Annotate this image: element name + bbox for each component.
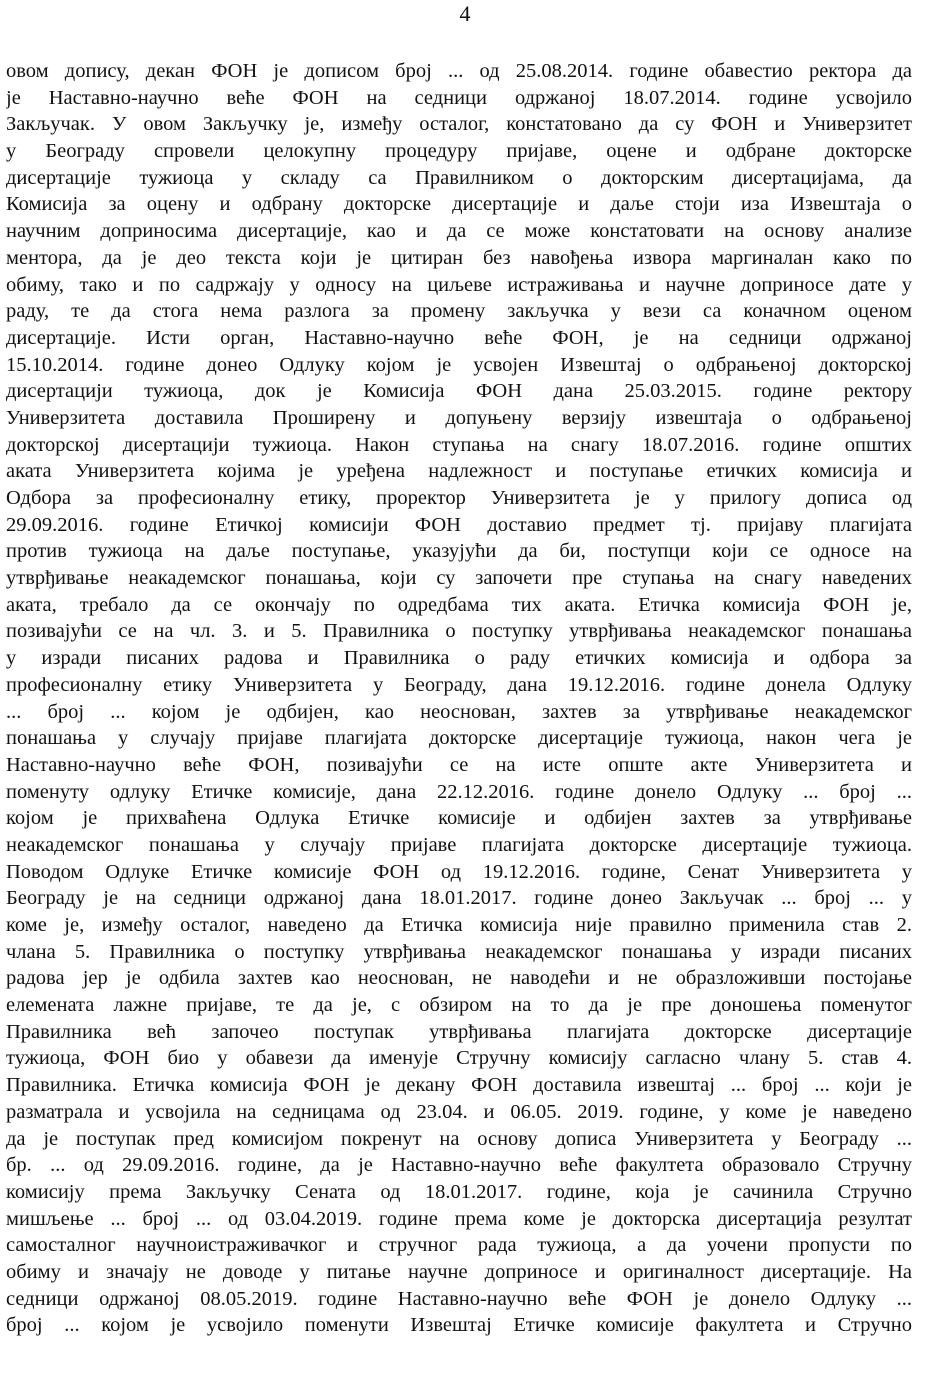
text-line: Одбора за професионалну етику, проректор Универзитета је у прилогу дописа од bbox=[6, 487, 912, 509]
text-line: тужиоца, ФОН био у обавези да именује Стручну комисију сагласно члану 5. став 4. bbox=[6, 1047, 912, 1070]
text-line: Закључак. У овом Закључку је, између осталог, констатовано да су ФОН и Универзитет bbox=[6, 113, 912, 136]
text-line: позивајући се на чл. 3. и 5. Правилника о поступку утврђивања неакадемског понашања bbox=[6, 620, 912, 643]
text-line: аката, требало да се окончају по одредбама тих аката. Етичка комисија ФОН је, bbox=[6, 593, 912, 616]
text-line: ... број ... којом је одбијен, као неоснован, захтев за утврђивање неакадемског bbox=[6, 700, 912, 723]
text-line: обиму, тако и по садржају у односу на циљеве истраживања и научне доприносе дате у bbox=[6, 273, 912, 296]
text-line: Правилника. Етичка комисија ФОН је декану ФОН доставила извештај ... број ... који је bbox=[6, 1074, 912, 1097]
text-line: седници одржаној 08.05.2019. године Наставно-научно веће ФОН је донело Одлуку ... bbox=[6, 1287, 912, 1310]
text-line: понашања у случају пријаве плагијата докторске дисертације тужиоца, након чега је bbox=[6, 727, 912, 750]
text-line: је Наставно-научно веће ФОН на седници одржаној 18.07.2014. године усвојило bbox=[6, 86, 912, 109]
text-line: дисертације тужиоца у складу са Правилником о докторским дисертацијама, да bbox=[6, 166, 912, 189]
text-line: дисертације. Исти орган, Наставно-научно веће ФОН, је на седници одржаној bbox=[6, 326, 912, 349]
text-line: којом је прихваћена Одлука Етичке комисије и одбијен захтев за утврђивање bbox=[6, 807, 912, 830]
text-line: утврђивање неакадемског понашања, који су започети пре ступања на снагу наведених bbox=[6, 567, 912, 590]
text-line: да је поступак пред комисијом покренут на основу дописа Универзитета у Београду ... bbox=[6, 1127, 912, 1150]
text-line: Правилника већ започео поступак утврђивања плагијата докторске дисертације bbox=[6, 1020, 912, 1043]
text-line: комисију према Закључку Сената од 18.01.2017. године, која је сачинила Стручно bbox=[6, 1180, 912, 1203]
text-line: елемената лажне пријаве, те да је, с обзиром на то да је пре доношења поменутог bbox=[6, 994, 912, 1017]
text-line: бр. ... од 29.09.2016. године, да је Наставно-научно веће факултета образовало Стручну bbox=[6, 1154, 912, 1177]
document-body bbox=[6, 58, 912, 1339]
text-line: Универзитета доставила Проширену и допуњену верзију извештаја о одбрањеној bbox=[6, 406, 912, 429]
text-line: Наставно-научно веће ФОН, позивајући се на исте опште акте Универзитета и bbox=[6, 753, 912, 776]
text-line: аката Универзитета којима је уређена надлежност и поступање етичких комисија и bbox=[6, 460, 912, 483]
text-line: Комисија за оцену и одбрану докторске дисертације и даље стоји иза Извештаја о bbox=[6, 193, 912, 216]
text-line: самосталног научноистраживачког и стручног рада тужиоца, а да уочени пропусти по bbox=[6, 1234, 912, 1257]
text-line: број ... којом је усвојило поменути Извештај Етичке комисије факултета и Стручно bbox=[6, 1314, 912, 1337]
text-line: поменуту одлуку Етичке комисије, дана 22.12.2016. године донело Одлуку ... број ... bbox=[6, 780, 912, 803]
text-line: 29.09.2016. године Етичкој комисији ФОН доставио предмет тј. пријаву плагијата bbox=[6, 513, 912, 536]
text-line: радова јер је одбила захтев као неоснован, не наводећи и не образложивши постојање bbox=[6, 967, 912, 990]
text-line: неакадемског понашања у случају пријаве плагијата докторске дисертације тужиоца. bbox=[6, 833, 912, 856]
text-line: 15.10.2014. године донео Одлуку којом је усвојен Извештај о одбрањеној докторској bbox=[6, 353, 912, 376]
text-line: члана 5. Правилника о поступку утврђивања неакадемског понашања у изради писаних bbox=[6, 940, 912, 963]
text-line: дисертацији тужиоца, док је Комисија ФОН дана 25.03.2015. године ректору bbox=[6, 380, 912, 403]
text-line: обиму и значају не доводе у питање научне доприносе и оригиналност дисертације. На bbox=[6, 1260, 912, 1283]
text-line: у Београду спровели целокупну процедуру пријаве, оцене и одбране докторске bbox=[6, 140, 912, 163]
text-line: против тужиоца на даље поступање, указујући да би, поступци који се односе на bbox=[6, 540, 912, 563]
text-line: Поводом Одлуке Етичке комисије ФОН од 19.12.2016. године, Сенат Универзитета у bbox=[6, 860, 912, 883]
text-line: научним доприносима дисертације, као и да се може констатовати на основу анализе bbox=[6, 220, 912, 243]
text-line: у изради писаних радова и Правилника о раду етичких комисија и одбора за bbox=[6, 647, 912, 670]
text-line: раду, те да стога нема разлога за промену закључка у вези са коначном оценом bbox=[6, 300, 912, 323]
text-line: докторској дисертацији тужиоца. Након ступања на снагу 18.07.2016. године општих bbox=[6, 433, 912, 456]
text-line: ментора, да је део текста који је цитиран без навођења извора маргиналан како по bbox=[6, 246, 912, 269]
text-line: овом допису, декан ФОН је дописом број ... од 25.08.2014. године обавестио ректора да bbox=[6, 60, 912, 82]
text-line: Београду је на седници одржаној дана 18.01.2017. године донео Закључак ... број ... у bbox=[6, 887, 912, 910]
page-number: 4 bbox=[459, 1, 471, 26]
text-line: професионалну етику Универзитета у Београду, дана 19.12.2016. године донела Одлуку bbox=[6, 673, 912, 696]
text-line: коме је, између осталог, наведено да Етичка комисија није правилно применила став 2. bbox=[6, 914, 912, 936]
text-line: разматрала и усвојила на седницама од 23.04. и 06.05. 2019. године, у коме је наведено bbox=[6, 1100, 912, 1123]
text-line: мишљење ... број ... од 03.04.2019. године према коме је докторска дисертација резултат bbox=[6, 1207, 912, 1230]
